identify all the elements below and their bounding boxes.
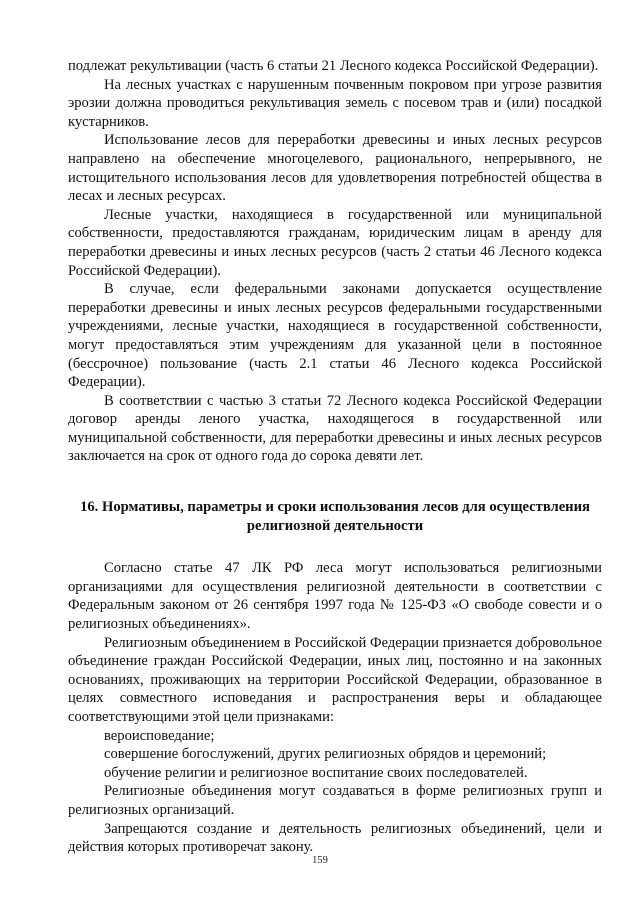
spacer	[68, 466, 602, 498]
paragraph-religious-association-definition: Религиозным объединением в Российской Федерации признается добровольное объединение граждан Российской Федерации, иных лиц, постоянно и на законных основаниях, проживающих на территории Российской Федерации, образованное в целях совместного исповедания и распространения веры и обладающее соответствующими этой цели признаками:	[68, 634, 602, 725]
section-heading-line-2: религиозной деятельности	[246, 517, 424, 534]
section-heading	[68, 498, 602, 535]
paragraph-forms-of-associations: Религиозные объединения могут создаваться в форме религиозных групп и религиозных организаций.	[68, 783, 602, 818]
paragraph-federal-institutions: В случае, если федеральными законами допускается осуществление переработки древесины и иных лесных ресурсов федеральными государственными учреждениями, лесные участки, находящиеся в государственной собственности, могут предоставляться этим учреждениям для указанной цели в постоянное (бессрочное) пользование (часть 2.1 статьи 46 Лесного кодекса Российской Федерации).	[68, 281, 602, 391]
spacer	[68, 535, 602, 559]
paragraph-erosion: На лесных участках с нарушенным почвенным покровом при угрозе развития эрозии должна проводиться рекультивация земель с посевом трав и (или) посадкой кустарников.	[68, 76, 602, 130]
paragraph-forest-use-purpose: Использование лесов для переработки древесины и иных лесных ресурсов направлено на обеспечение многоцелевого, рационального, непрерывного, не истощительного использования лесов для удовлетворения потребностей общества в лесах и лесных ресурсах.	[68, 132, 602, 205]
paragraph-recultivation-continued: подлежат рекультивации (часть 6 статьи 21 Лесного кодекса Российской Федерации).	[68, 58, 599, 74]
list-item: обучение религии и религиозное воспитание своих последователей.	[104, 764, 528, 781]
paragraph-lease-term: В соответствии с частью 3 статьи 72 Лесного кодекса Российской Федерации договор аренды леного участка, находящегося в государственной или муниципальной собственности, для переработки древесины и иных лесных ресурсов заключается на срок от одного года до сорока девяти лет.	[68, 392, 602, 465]
page-number: 159	[312, 855, 328, 866]
paragraph-article-47: Согласно статье 47 ЛК РФ леса могут использоваться религиозными организациями для осуществления религиозной деятельности в соответствии с Федеральным законом от 26 сентября 1997 года № 125-ФЗ «О свободе совести и о религиозных объединениях».	[68, 560, 602, 633]
list-item: вероисповедание;	[104, 727, 215, 744]
document-page	[68, 57, 602, 857]
paragraph-lease-provision: Лесные участки, находящиеся в государственной или муниципальной собственности, предоставляются гражданам, юридическим лицам в аренду для переработки древесины и иных лесных ресурсов (часть 2 статьи 46 Лесного кодекса Российской Федерации).	[68, 206, 602, 279]
section-heading-line-1: 16. Нормативы, параметры и сроки использования лесов для осуществления	[80, 499, 590, 516]
list-item: совершение богослужений, других религиозных обрядов и церемоний;	[104, 746, 547, 763]
paragraph-prohibition: Запрещаются создание и деятельность религиозных объединений, цели и действия которых противоречат закону.	[68, 820, 602, 856]
